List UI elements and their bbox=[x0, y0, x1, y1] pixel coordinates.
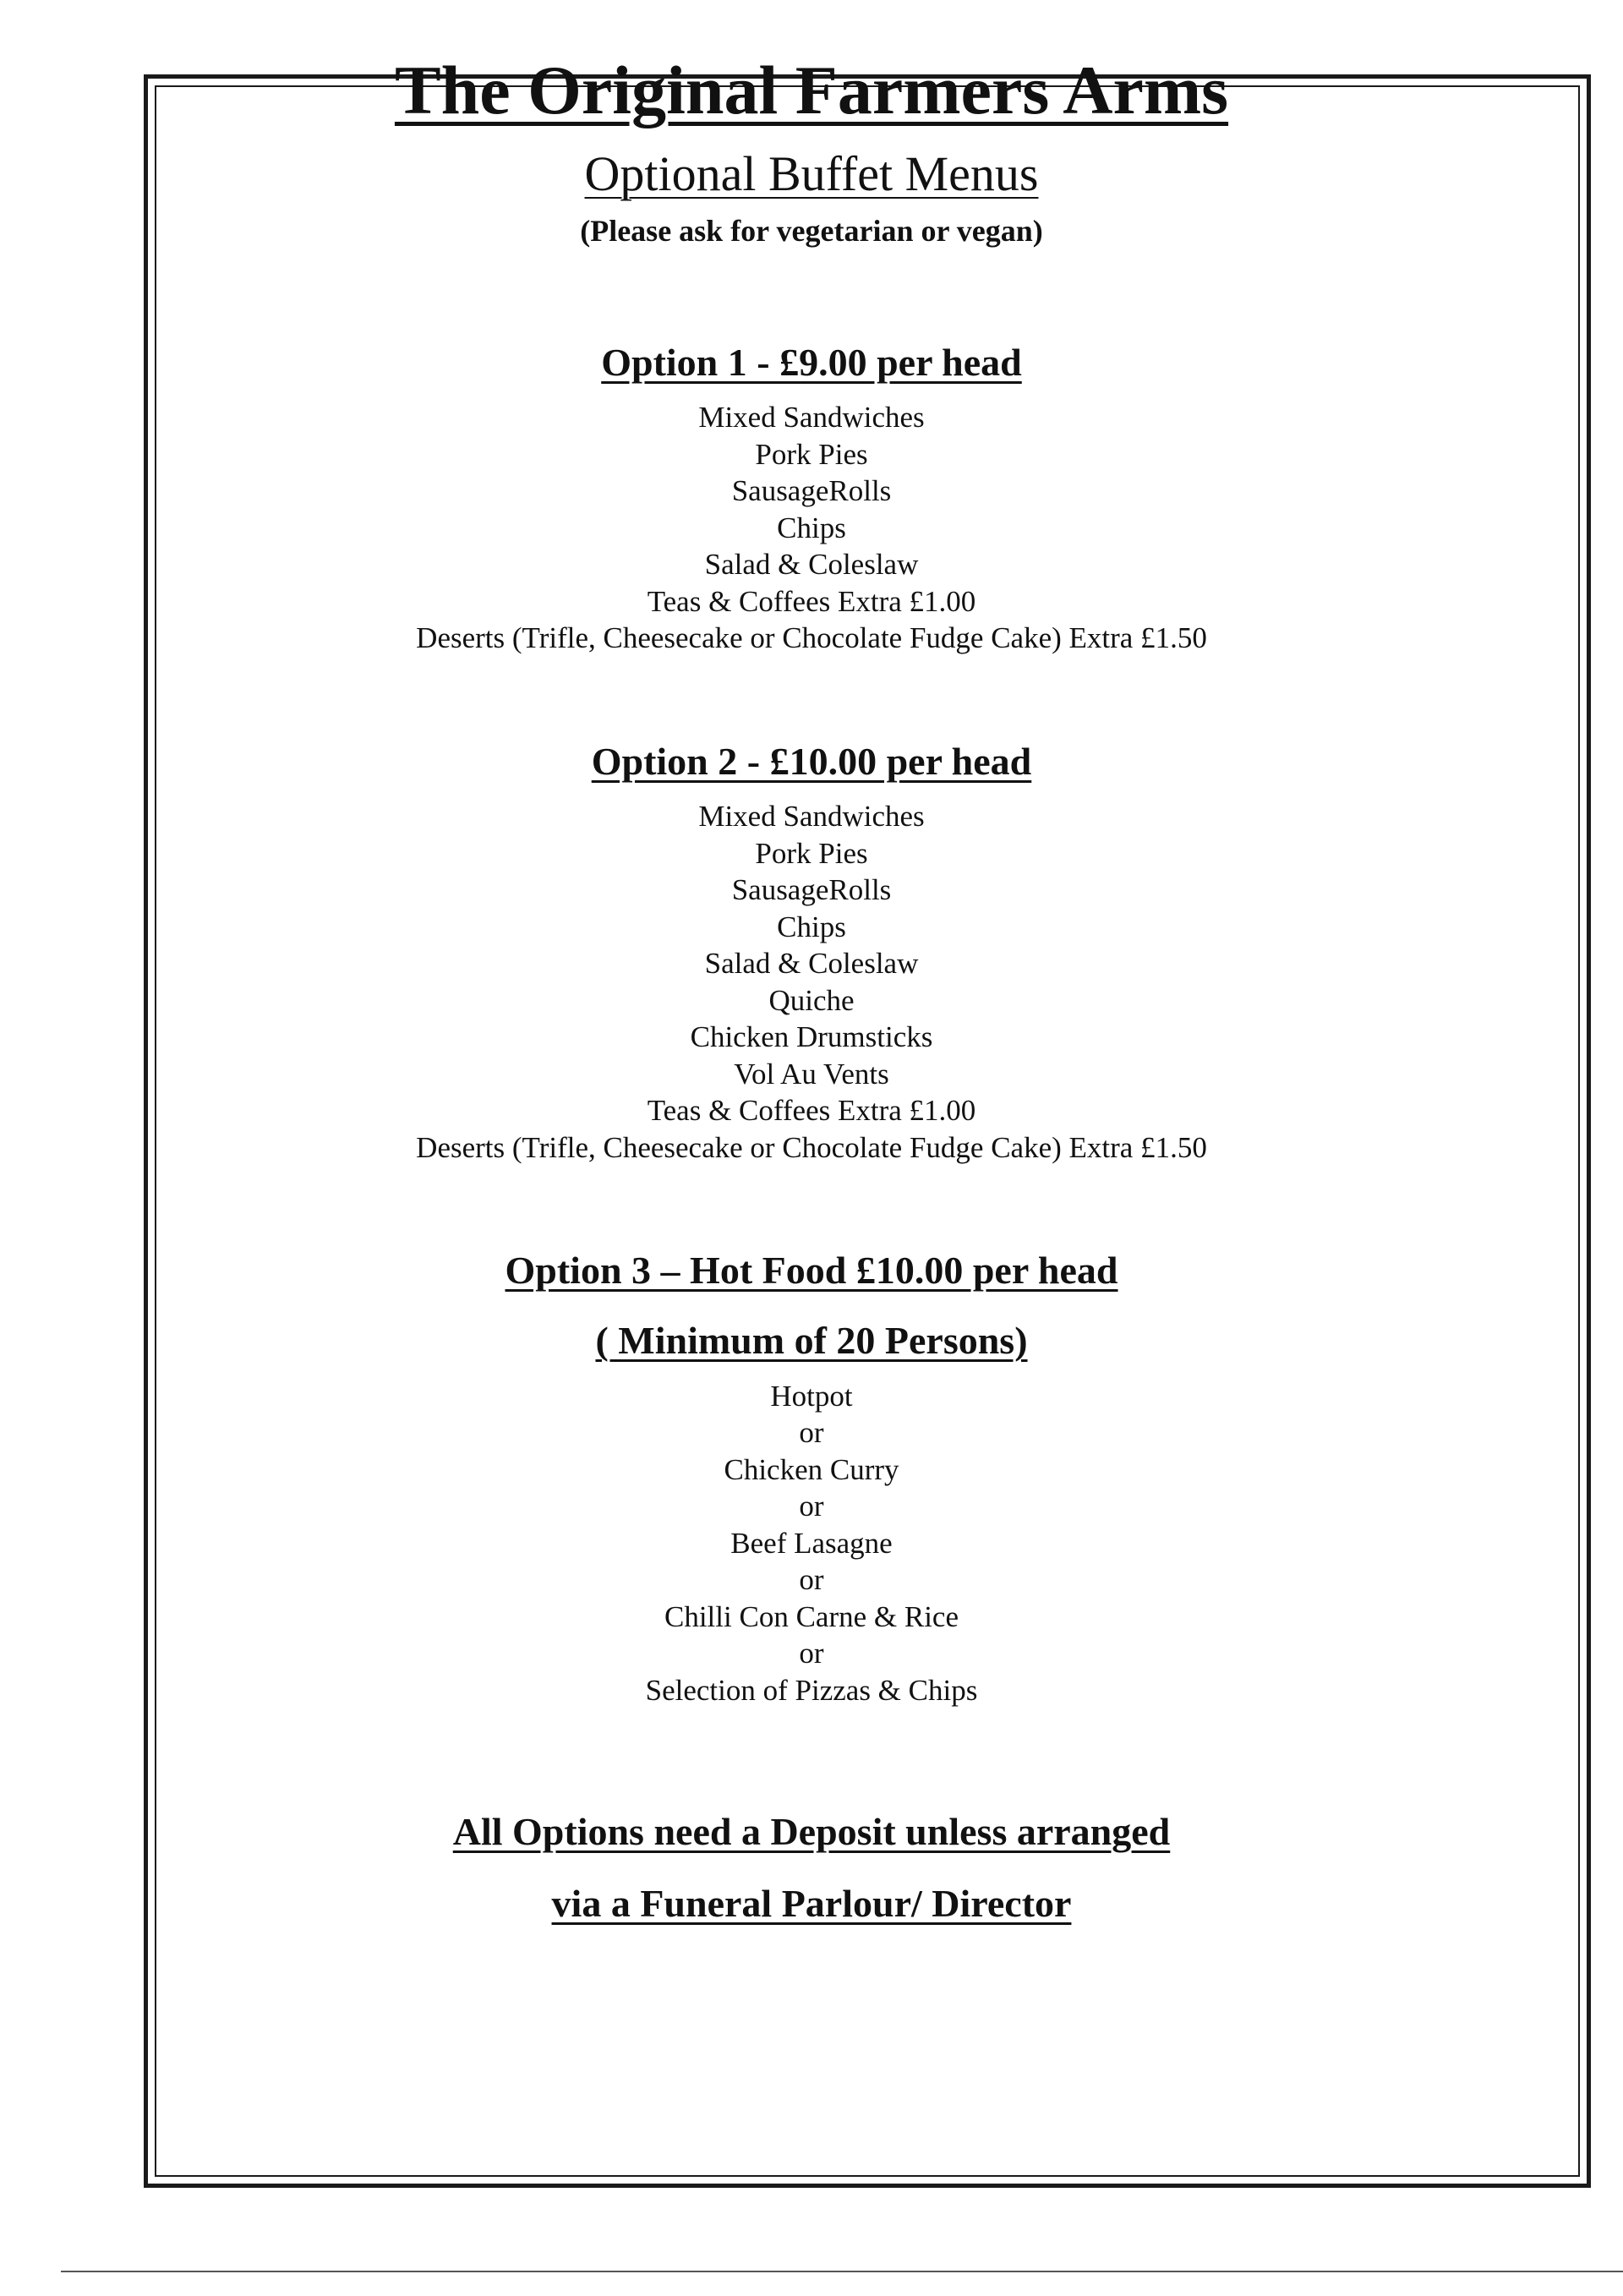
list-item: Deserts (Trifle, Cheesecake or Chocolate Fudge Cake) Extra £1.50 bbox=[416, 621, 1207, 655]
list-item: Chips bbox=[777, 910, 846, 943]
dietary-note: (Please ask for vegetarian or vegan) bbox=[580, 214, 1043, 249]
list-item: Pork Pies bbox=[755, 437, 868, 471]
list-item: Quiche bbox=[768, 983, 855, 1017]
list-item: Teas & Coffees Extra £1.00 bbox=[647, 1094, 976, 1128]
list-item: Mixed Sandwiches bbox=[698, 800, 925, 834]
option-2-heading: Option 2 - £10.00 per head bbox=[591, 739, 1032, 783]
menu-subtitle: Optional Buffet Menus bbox=[584, 146, 1039, 202]
deposit-notice-line-1: All Options need a Deposit unless arranged bbox=[452, 1810, 1171, 1854]
list-item: Salad & Coleslaw bbox=[704, 548, 919, 582]
list-item: Beef Lasagne bbox=[730, 1526, 893, 1560]
option-3-heading: Option 3 – Hot Food £10.00 per head bbox=[505, 1249, 1118, 1293]
list-item: Chips bbox=[777, 511, 846, 544]
list-item: or bbox=[799, 1563, 824, 1597]
list-item: Teas & Coffees Extra £1.00 bbox=[647, 584, 976, 618]
option-1-section bbox=[0, 339, 1623, 657]
option-2-section bbox=[0, 738, 1623, 1166]
option-1-items bbox=[0, 399, 1623, 657]
list-item: Mixed Sandwiches bbox=[698, 401, 925, 435]
list-item: Selection of Pizzas & Chips bbox=[645, 1673, 978, 1707]
list-item: or bbox=[799, 1416, 824, 1450]
option-3-minimum: ( Minimum of 20 Persons) bbox=[595, 1319, 1028, 1363]
deposit-notice-line-2: via a Funeral Parlour/ Director bbox=[551, 1882, 1072, 1926]
list-item: Chilli Con Carne & Rice bbox=[664, 1599, 959, 1633]
option-2-items bbox=[0, 798, 1623, 1166]
list-item: or bbox=[799, 1637, 824, 1670]
list-item: Hotpot bbox=[770, 1379, 853, 1413]
list-item: Chicken Curry bbox=[724, 1452, 899, 1486]
list-item: SausageRolls bbox=[731, 474, 892, 508]
option-3-section bbox=[0, 1247, 1623, 1708]
list-item: Deserts (Trifle, Cheesecake or Chocolate Fudge Cake) Extra £1.50 bbox=[416, 1130, 1207, 1164]
list-item: Chicken Drumsticks bbox=[690, 1020, 933, 1054]
list-item: SausageRolls bbox=[731, 873, 892, 907]
list-item: Salad & Coleslaw bbox=[704, 947, 919, 981]
option-3-items bbox=[0, 1378, 1623, 1709]
option-1-heading: Option 1 - £9.00 per head bbox=[601, 341, 1022, 385]
list-item: or bbox=[799, 1490, 824, 1523]
list-item: Pork Pies bbox=[755, 836, 868, 870]
list-item: Vol Au Vents bbox=[734, 1057, 889, 1091]
menu-title: The Original Farmers Arms bbox=[394, 52, 1229, 128]
page-bottom-rule bbox=[61, 2271, 1623, 2272]
